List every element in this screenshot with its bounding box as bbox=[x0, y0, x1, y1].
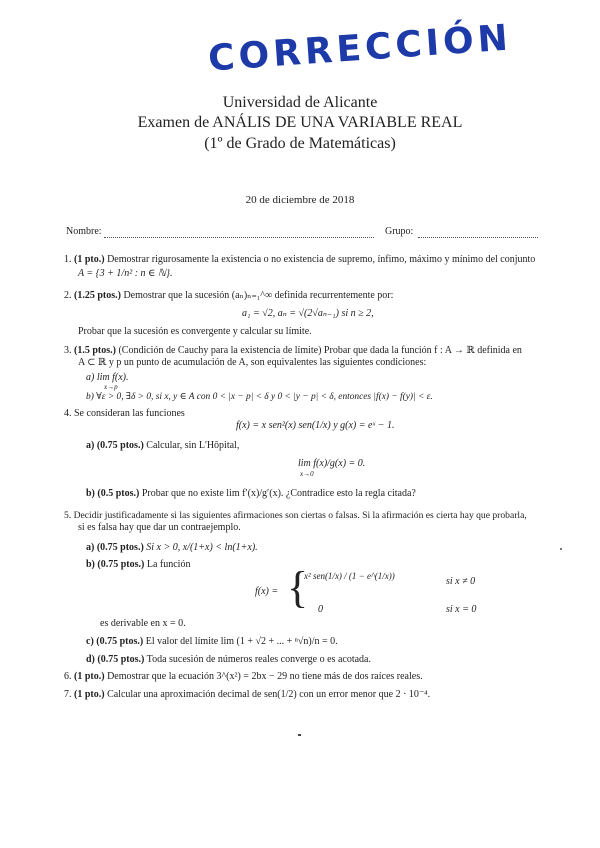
problem-5-a bbox=[86, 542, 258, 553]
problem-5-b-cond2: si x = 0 bbox=[446, 604, 477, 615]
problem-4-b bbox=[86, 488, 416, 499]
problem-points: (1.25 ptos.) bbox=[74, 290, 121, 301]
problem-points: a) (0.75 ptos.) bbox=[86, 542, 144, 553]
problem-7 bbox=[64, 689, 430, 700]
problem-points: b) (0.5 ptos.) bbox=[86, 488, 140, 499]
problem-2-formula: a₁ = √2, aₙ = √(2√aₙ₋₁) si n ≥ 2, bbox=[242, 308, 374, 319]
problem-text: Decidir justificadamente si las siguientes afirmaciones son ciertas o falsas. Si la afirmación es cierta hay que probarla, bbox=[73, 510, 527, 521]
nombre-label: Nombre: bbox=[66, 226, 102, 237]
problem-5-b-case2: 0 bbox=[318, 604, 323, 615]
scan-mark bbox=[298, 734, 301, 736]
problem-2-text2: Probar que la sucesión es convergente y calcular su límite. bbox=[78, 326, 312, 337]
problem-points: d) (0.75 ptos.) bbox=[86, 654, 145, 665]
problem-text: La función bbox=[146, 559, 191, 570]
problem-text: Demostrar que la ecuación 3^(x²) = 2bx − 29 no tiene más de dos raíces reales. bbox=[107, 671, 423, 682]
exam-date: 20 de diciembre de 2018 bbox=[245, 194, 355, 206]
problem-text: Se consideran las funciones bbox=[74, 408, 185, 419]
problem-number: 7. bbox=[64, 689, 72, 700]
problem-2 bbox=[64, 290, 393, 301]
problem-4-formula: f(x) = x sen²(x) sen(1/x) y g(x) = eˣ − 1. bbox=[236, 420, 395, 431]
problem-text: Si x > 0, x/(1+x) < ln(1+x). bbox=[146, 542, 258, 553]
problem-points: b) (0.75 ptos.) bbox=[86, 559, 145, 570]
problem-text: Demostrar que la sucesión (aₙ)ₙ₌₁^∞ definida recurrentemente por: bbox=[123, 290, 394, 301]
problem-3 bbox=[64, 345, 522, 356]
problem-3-a: a) lim f(x). bbox=[86, 372, 129, 383]
problem-4 bbox=[64, 408, 185, 419]
problem-points: c) (0.75 ptos.) bbox=[86, 636, 144, 647]
problem-5-b-end: es derivable en x = 0. bbox=[100, 618, 186, 629]
problem-3-b: b) ∀ε > 0, ∃δ > 0, si x, y ∈ A con 0 < |x − p| < δ y 0 < |y − p| < δ, entonces |f(x) − f(y)| < ε. bbox=[86, 392, 433, 402]
problem-points: (1.5 ptos.) bbox=[74, 345, 116, 356]
scan-speck bbox=[560, 548, 562, 550]
university-title: Universidad de Alicante bbox=[222, 94, 378, 111]
exam-title: Examen de ANÁLIS DE UNA VARIABLE REAL bbox=[137, 114, 463, 131]
problem-number: 4. bbox=[64, 408, 72, 419]
problem-5 bbox=[64, 510, 527, 521]
problem-number: 1. bbox=[64, 254, 72, 265]
problem-6 bbox=[64, 671, 423, 682]
problem-5-b-fx: f(x) = bbox=[255, 586, 279, 597]
problem-1-set: A = {3 + 1/n² : n ∈ ℕ}. bbox=[78, 268, 173, 279]
piecewise-brace: { bbox=[287, 563, 309, 612]
problem-5-b-case1: x² sen(1/x) / (1 − e^(1/x)) bbox=[304, 571, 395, 581]
problem-number: 3. bbox=[64, 345, 72, 356]
problem-3-a-sub: x→p bbox=[104, 383, 118, 391]
problem-5-c bbox=[86, 636, 338, 647]
problem-1 bbox=[64, 254, 535, 265]
handwritten-title: CORRECCIÓN bbox=[206, 17, 514, 80]
problem-4-a bbox=[86, 440, 239, 451]
problem-number: 5. bbox=[64, 510, 72, 521]
problem-points: (1 pto.) bbox=[74, 689, 105, 700]
problem-5-b bbox=[86, 559, 190, 570]
problem-4-a-formula: lim f(x)/g(x) = 0. bbox=[298, 458, 366, 469]
grupo-label: Grupo: bbox=[385, 226, 414, 237]
problem-text: (Condición de Cauchy para la existencia de límite) Probar que dada la función f : A → ℝ definida en bbox=[118, 345, 522, 356]
problem-4-a-sub: x→0 bbox=[300, 470, 314, 478]
problem-5-d bbox=[86, 654, 371, 665]
problem-text: Probar que no existe lim f′(x)/g′(x). ¿Contradice esto la regla citada? bbox=[141, 488, 416, 499]
problem-text: Calcular una aproximación decimal de sen(1/2) con un error menor que 2 · 10⁻⁴. bbox=[107, 689, 431, 700]
course-title: (1º de Grado de Matemáticas) bbox=[204, 135, 396, 152]
grupo-field[interactable] bbox=[418, 237, 538, 238]
problem-text: Calcular, sin L'Hôpital, bbox=[146, 440, 240, 451]
problem-5-text2: si es falsa hay que dar un contraejemplo. bbox=[78, 522, 241, 533]
problem-text: Toda sucesión de números reales converge o es acotada. bbox=[146, 654, 371, 665]
problem-text: El valor del límite lim (1 + √2 + ... + ⁿ√n)/n = 0. bbox=[145, 636, 338, 647]
problem-points: a) (0.75 ptos.) bbox=[86, 440, 144, 451]
problem-points: (1 pto.) bbox=[74, 671, 105, 682]
problem-text: Demostrar rigurosamente la existencia o no existencia de supremo, ínfimo, máximo y mínimo del conjunto bbox=[107, 254, 536, 265]
problem-3-text2: A ⊂ ℝ y p un punto de acumulación de A, son equivalentes las siguientes condiciones: bbox=[78, 357, 427, 368]
problem-points: (1 pto.) bbox=[74, 254, 105, 265]
problem-5-b-cond1: si x ≠ 0 bbox=[446, 576, 476, 587]
nombre-field[interactable] bbox=[104, 237, 374, 238]
problem-number: 6. bbox=[64, 671, 72, 682]
problem-number: 2. bbox=[64, 290, 72, 301]
